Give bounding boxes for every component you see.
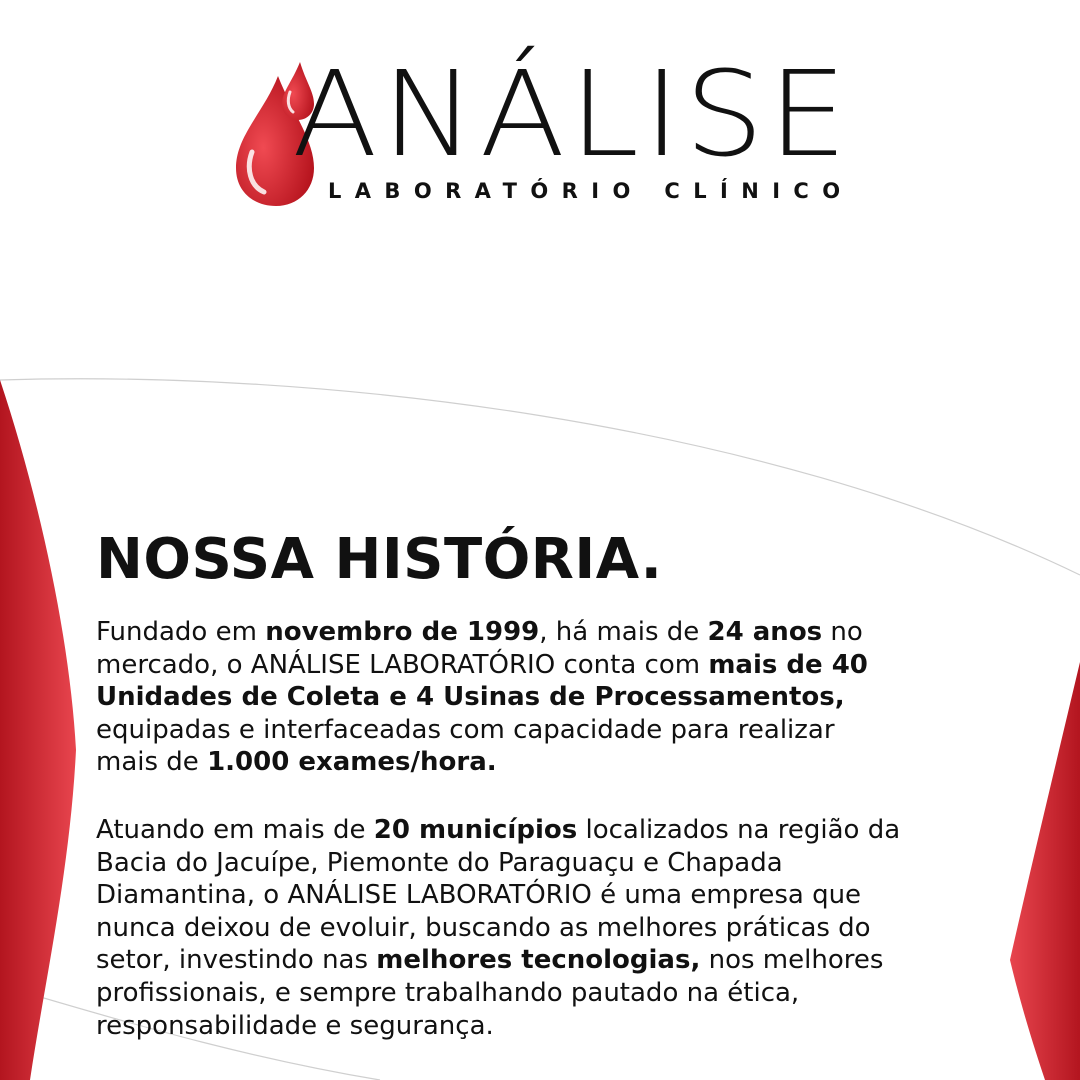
brand-logo bbox=[230, 40, 870, 220]
history-paragraph-2 bbox=[96, 814, 900, 1042]
highlight-founding-date: novembro de 1999 bbox=[265, 617, 540, 647]
text-run: responsabilidade e segurança. bbox=[96, 1010, 494, 1041]
left-red-band bbox=[0, 380, 76, 1080]
text-run: setor, investindo nas bbox=[96, 945, 377, 976]
right-red-band bbox=[1010, 662, 1080, 1080]
highlight-technologies: melhores tecnologias, bbox=[376, 945, 701, 976]
text-run: no bbox=[822, 617, 863, 647]
text-run: nos melhores bbox=[700, 945, 884, 976]
text-run: , há mais de bbox=[539, 617, 708, 647]
highlight-years: 24 anos bbox=[707, 617, 823, 647]
text-run: Fundado em bbox=[96, 617, 266, 647]
highlight-units-detail: Unidades de Coleta e 4 Usinas de Processamentos, bbox=[96, 682, 845, 713]
brand-subtitle: LABORATÓRIO CLÍNICO bbox=[328, 179, 854, 203]
highlight-capacity: 1.000 exames/hora. bbox=[207, 747, 497, 778]
text-run: localizados na região da bbox=[577, 815, 901, 845]
text-run: nunca deixou de evoluir, buscando as melhores práticas do bbox=[96, 912, 871, 943]
text-run: Bacia do Jacuípe, Piemonte do Paraguaçu e Chapada bbox=[96, 847, 783, 878]
history-paragraph-1 bbox=[96, 616, 868, 779]
highlight-municipalities: 20 municípios bbox=[373, 815, 578, 845]
text-run: mercado, o ANÁLISE LABORATÓRIO conta com bbox=[96, 649, 709, 680]
section-title: NOSSA HISTÓRIA. bbox=[96, 527, 663, 592]
highlight-units: mais de 40 bbox=[708, 649, 868, 680]
text-run: mais de bbox=[96, 747, 208, 778]
text-run: Atuando em mais de bbox=[96, 815, 374, 845]
text-run: profissionais, e sempre trabalhando pautado na ética, bbox=[96, 977, 800, 1008]
brand-name: ANÁLISE bbox=[292, 45, 852, 183]
text-run: equipadas e interfaceadas com capacidade para realizar bbox=[96, 714, 835, 745]
text-run: Diamantina, o ANÁLISE LABORATÓRIO é uma empresa que bbox=[96, 880, 862, 911]
